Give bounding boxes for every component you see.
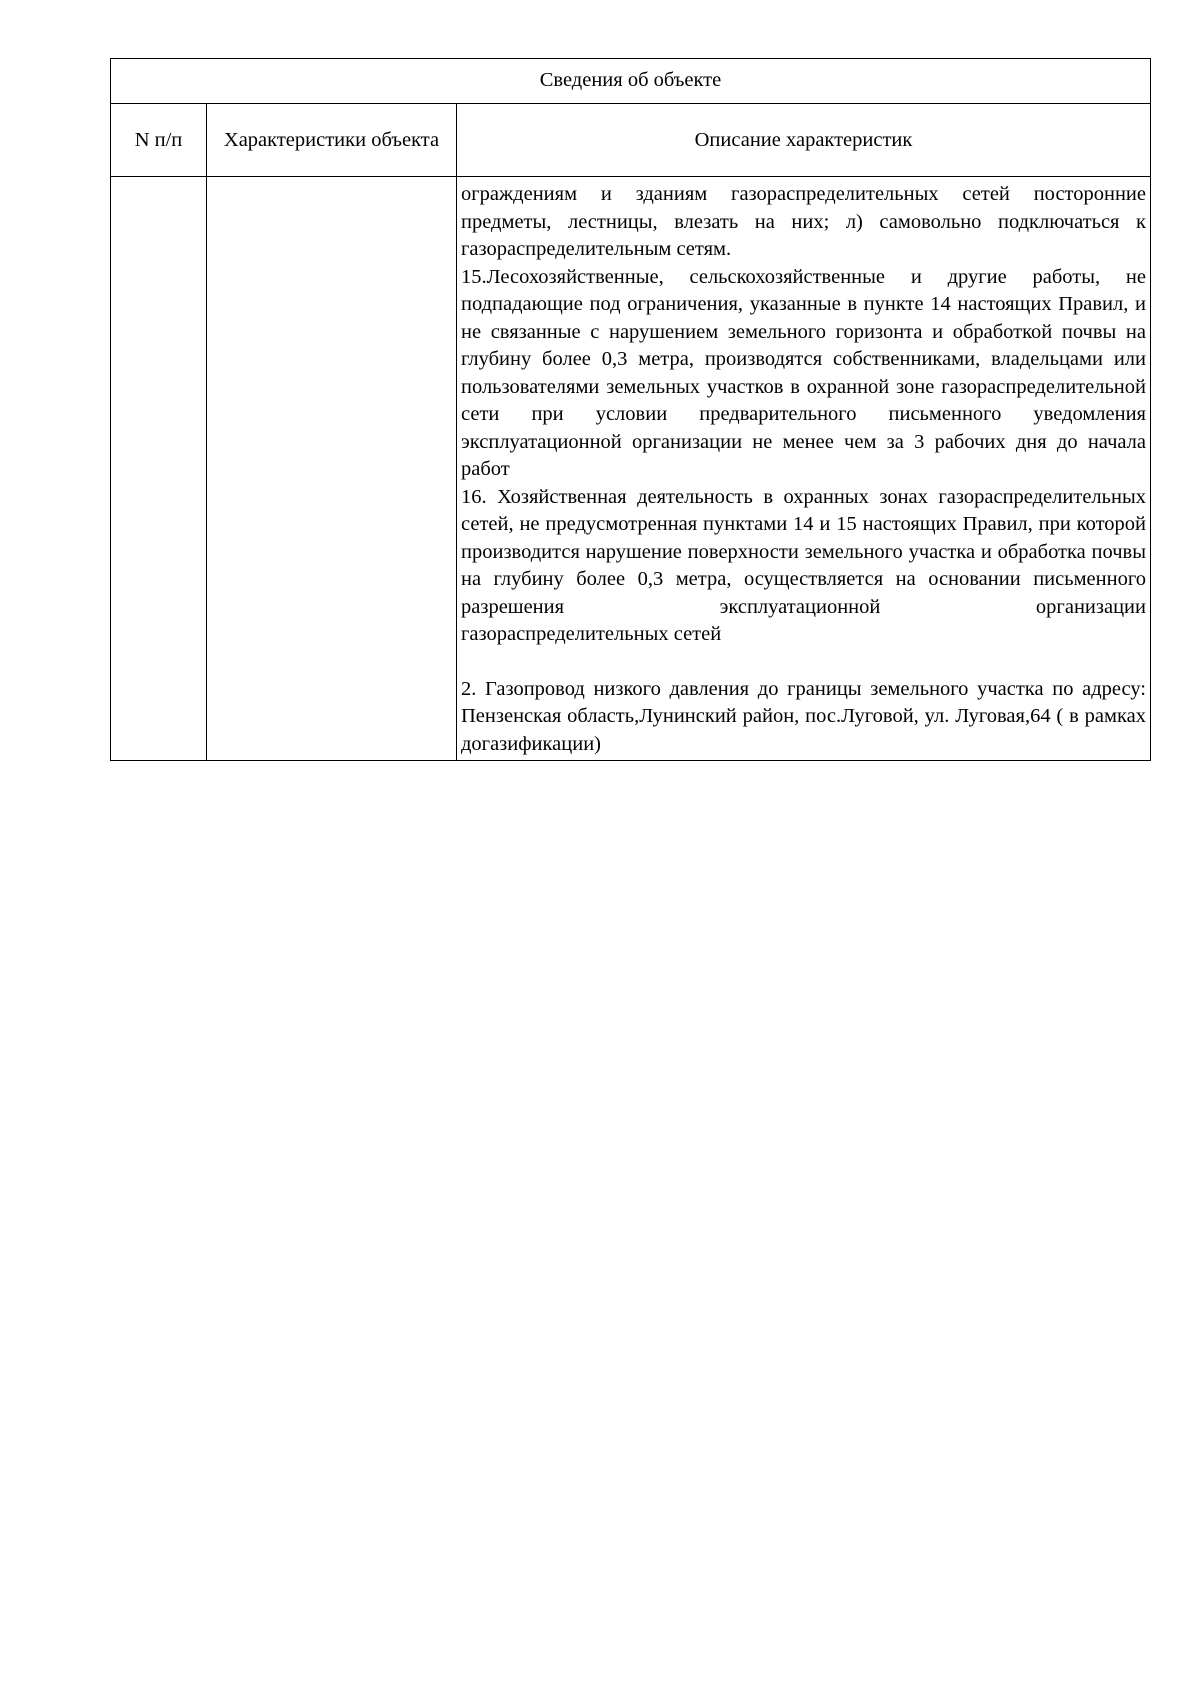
header-description: Описание характеристик: [457, 104, 1151, 177]
table-header-row: [111, 104, 1151, 177]
header-characteristics: Характеристики объекта: [207, 104, 457, 177]
description-paragraph-2: 15.Лесохозяйственные, сельскохозяйственные и другие работы, не подпадающие под ограничения, указанные в пункте 14 настоящих Правил, и не связанные с нарушением земельного горизонта и обработкой почвы на глубину более 0,3 метра, производятся собственниками, владельцами или пользователями земельных участков в охранной зоне газораспределительной сети при условии предварительного письменного уведомления эксплуатационной организации не менее чем за 3 рабочих дня до начала работ: [461, 265, 1146, 480]
object-info-table: [110, 58, 1151, 761]
cell-number: [111, 177, 207, 761]
header-number: N п/п: [111, 104, 207, 177]
description-paragraph-3: 16. Хозяйственная деятельность в охранных зонах газораспределительных сетей, не предусмотренная пунктами 14 и 15 настоящих Правил, при которой производится нарушение поверхности земельного участка и обработка почвы на глубину более 0,3 метра, осуществляется на основании письменного разрешения эксплуатационной организации: [461, 485, 1146, 618]
table-caption-row: [111, 59, 1151, 104]
table-caption: Сведения об объекте: [111, 59, 1151, 104]
paragraph-spacer: [461, 649, 1146, 676]
table-row: [111, 177, 1151, 761]
description-paragraph-1: ограждениям и зданиям газораспределительных сетей посторонние предметы, лестницы, влезать на них; л) самовольно подключаться к газораспределительным сетям.: [461, 183, 1146, 260]
description-paragraph-4: 2. Газопровод низкого давления до границы земельного участка по адресу: Пензенская область,Лунинский район, пос.Луговой, ул. Луговая,64 ( в рамках догазификации): [461, 677, 1146, 755]
cell-characteristics: [207, 177, 457, 761]
description-paragraph-3-end: газораспределительных сетей: [461, 623, 722, 645]
cell-description: [457, 177, 1151, 761]
